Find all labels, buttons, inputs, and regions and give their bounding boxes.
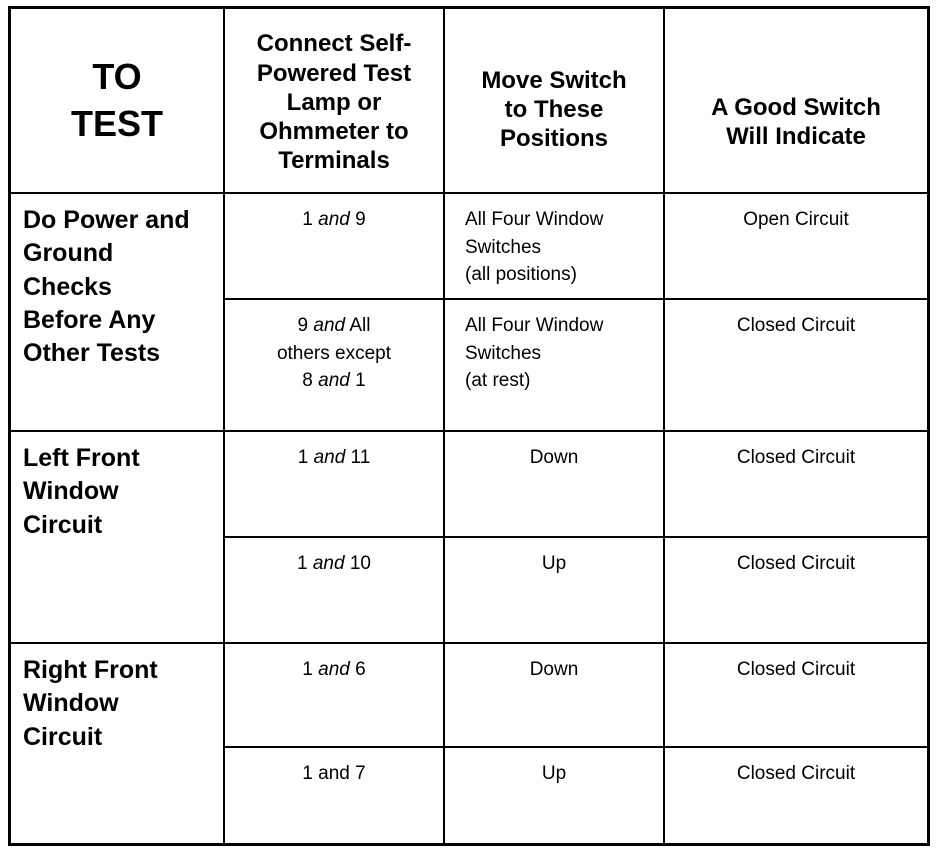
terminals-cell: [225, 748, 445, 843]
indicate-cell: Closed Circuit: [665, 300, 927, 432]
test-label-line: Do Power and: [23, 206, 190, 234]
indicate-cell: Closed Circuit: [736, 763, 856, 784]
indicate-cell: Closed Circuit: [665, 432, 927, 538]
terminals-cell: [225, 644, 445, 748]
terminal-a: 1: [302, 209, 313, 230]
terminal-line: [225, 367, 443, 395]
indicate-cell: Closed Circuit: [665, 538, 927, 644]
test-label-line: Ground: [23, 239, 114, 268]
positions-cell: Up: [445, 748, 665, 843]
positions-cell: Up: [445, 538, 665, 644]
header-connect-line: Connect Self-: [256, 30, 412, 58]
terminal-b: 10: [349, 553, 371, 574]
header-move-line: Move Switch: [481, 66, 627, 94]
terminal-a: 1: [297, 553, 308, 574]
position-line: All Four Window: [465, 315, 604, 336]
header-connect-line: Lamp or: [286, 88, 382, 116]
terminal-b: All: [349, 315, 371, 336]
test-label-line: Before Any: [23, 305, 156, 334]
terminal-conjunction: and: [313, 315, 346, 336]
test-right-front-window: [11, 644, 225, 843]
test-label-line: Checks: [23, 272, 112, 301]
header-to-test-line: TO: [92, 55, 142, 97]
terminals-cell: [225, 538, 445, 644]
test-label-line: Circuit: [23, 722, 103, 751]
header-move-switch: [445, 9, 665, 194]
terminal-b: 9: [355, 209, 366, 230]
positions-cell: [445, 300, 665, 432]
test-left-front-window: [11, 432, 225, 644]
terminal-conjunction: and: [318, 209, 350, 230]
terminal-a: 1: [297, 447, 309, 468]
position-line: (at rest): [465, 370, 531, 392]
terminal-a: 9: [297, 315, 309, 336]
terminal-a: 1: [302, 763, 313, 784]
header-move-line: Positions: [499, 125, 608, 153]
positions-cell: Down: [445, 432, 665, 538]
header-connect-line: Powered Test: [256, 59, 412, 87]
positions-cell: [445, 194, 665, 300]
position-line: Switches: [465, 236, 542, 258]
test-label-line: Other Tests: [23, 339, 161, 367]
terminals-cell: [225, 300, 445, 432]
terminal-b: 11: [350, 447, 371, 468]
terminal-conjunction: and: [318, 763, 350, 784]
position-line: (all positions): [465, 264, 577, 286]
test-label-line: Window: [23, 689, 119, 718]
terminal-a: 1: [302, 659, 313, 680]
terminal-b: 6: [355, 659, 366, 680]
terminal-conjunction: and: [312, 553, 345, 574]
test-label-line: Left Front: [23, 444, 140, 472]
test-label-line: Right Front: [23, 656, 158, 684]
test-label-line: Circuit: [23, 510, 103, 539]
header-move-line: to These: [504, 95, 604, 123]
terminal-line: others except: [276, 342, 392, 364]
header-to-test-line: TEST: [70, 102, 163, 144]
switch-test-table: [8, 6, 930, 846]
test-power-ground: [11, 194, 225, 432]
terminal-conjunction: and: [313, 447, 346, 468]
terminal-conjunction: and: [318, 370, 350, 392]
header-connect-line: Terminals: [278, 147, 390, 175]
terminals-cell: [225, 432, 445, 538]
position-line: Switches: [465, 342, 542, 364]
header-indicate-line: Will Indicate: [726, 123, 866, 151]
header-connect-terminals: [225, 9, 445, 194]
terminals-cell: [225, 194, 445, 300]
test-label-line: Window: [23, 477, 119, 506]
terminal-line: [225, 312, 443, 340]
positions-cell: Down: [445, 644, 665, 748]
indicate-cell: Open Circuit: [665, 194, 927, 300]
indicate-cell: Closed Circuit: [665, 644, 927, 748]
header-to-test: [11, 9, 225, 194]
header-indicate-line: A Good Switch: [711, 94, 881, 121]
header-connect-line: Ohmmeter to: [259, 118, 409, 146]
terminal-conjunction: and: [318, 659, 350, 680]
header-good-switch: [665, 9, 927, 194]
terminal-a: 8: [302, 370, 313, 392]
position-line: All Four Window: [465, 209, 604, 230]
terminal-b: 7: [355, 763, 366, 784]
terminal-b: 1: [355, 370, 366, 392]
